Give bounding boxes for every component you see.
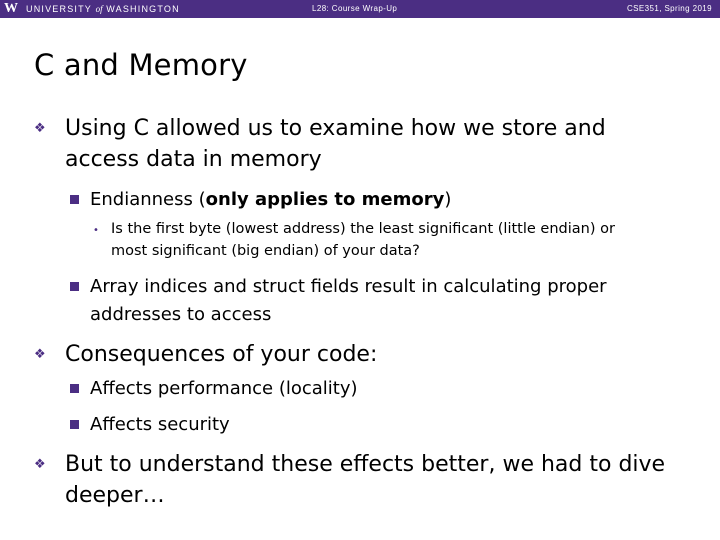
sub-bullet-endianness — [90, 186, 451, 213]
sub-bullet-performance: Affects performance (locality) — [90, 378, 358, 399]
diamond-bullet-icon: ❖ — [34, 121, 46, 136]
endianness-detail-line-1: Is the first byte (lowest address) the least significant (little endian) or — [111, 221, 615, 237]
university-prefix: UNIVERSITY — [26, 4, 92, 14]
uw-w-logo-icon: W — [4, 1, 18, 16]
square-bullet-icon — [70, 282, 79, 291]
bullet-1-line-1: Using C allowed us to examine how we store and — [65, 116, 606, 141]
slide-title: C and Memory — [34, 48, 248, 82]
sub-bullet-array-line-2: addresses to access — [90, 304, 272, 325]
university-of: of — [95, 4, 103, 14]
diamond-bullet-icon: ❖ — [34, 347, 46, 362]
square-bullet-icon — [70, 384, 79, 393]
diamond-bullet-icon: ❖ — [34, 457, 46, 472]
square-bullet-icon — [70, 420, 79, 429]
endianness-prefix: Endianness ( — [90, 189, 206, 210]
university-wordmark — [26, 4, 180, 15]
bullet-3-line-1: But to understand these effects better, we had to dive — [65, 452, 666, 477]
header-bar — [0, 0, 720, 18]
endianness-suffix: ) — [444, 189, 452, 210]
bullet-3-line-2: deeper… — [65, 483, 165, 508]
university-suffix: WASHINGTON — [106, 4, 180, 14]
bullet-2-line-1: Consequences of your code: — [65, 342, 378, 367]
dot-bullet-icon: • — [93, 225, 99, 236]
square-bullet-icon — [70, 195, 79, 204]
bullet-1-line-2: access data in memory — [65, 147, 322, 172]
sub-bullet-array-line-1: Array indices and struct fields result in calculating proper — [90, 276, 607, 297]
sub-bullet-security: Affects security — [90, 414, 230, 435]
course-label: CSE351, Spring 2019 — [627, 4, 712, 13]
endianness-detail-line-2: most significant (big endian) of your data? — [111, 243, 420, 259]
lecture-label: L28: Course Wrap-Up — [312, 4, 398, 13]
endianness-emphasis: only applies to memory — [205, 189, 445, 210]
